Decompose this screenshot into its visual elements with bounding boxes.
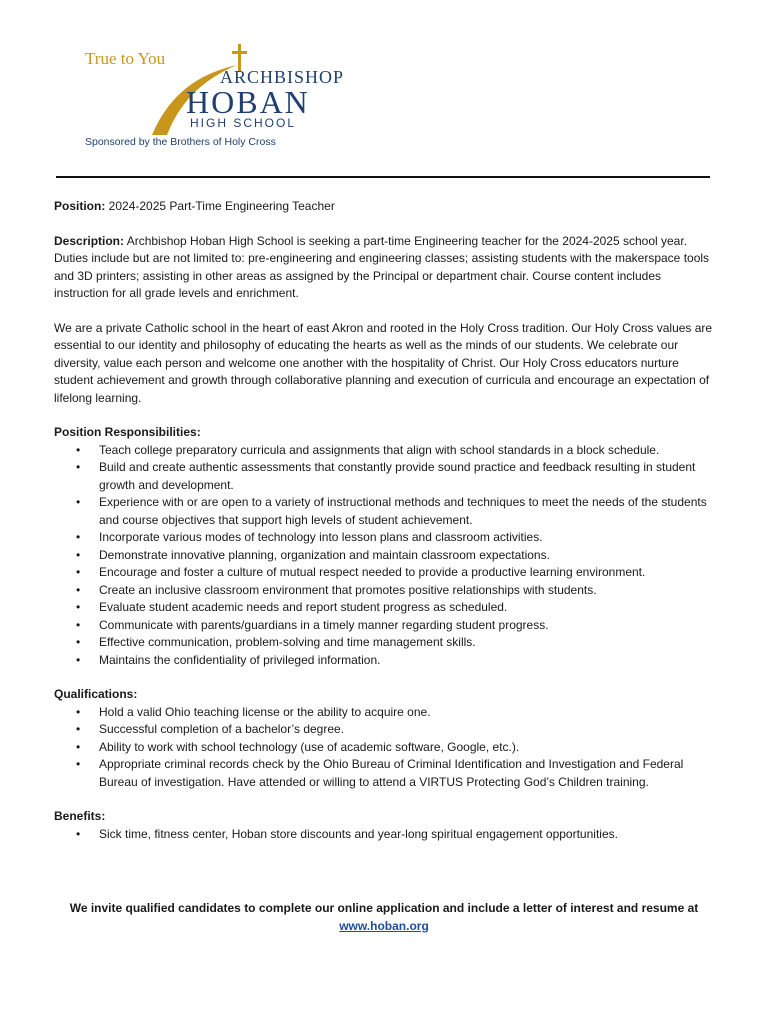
benefits-section	[54, 808, 718, 843]
responsibilities-title: Position Responsibilities:	[54, 425, 201, 439]
description-label: Description:	[54, 233, 125, 248]
list-item: • Sick time, fitness center, Hoban store discounts and year-long spiritual engagement opportunities.	[54, 826, 718, 844]
logo-hoban: HOBAN	[186, 84, 310, 120]
list-item: • Evaluate student academic needs and report student progress as scheduled.	[54, 599, 718, 617]
list-item: • Successful completion of a bachelor’s degree.	[54, 721, 718, 739]
qualifications-section	[54, 686, 718, 791]
position-value: 2024-2025 Part-Time Engineering Teacher	[108, 199, 335, 213]
position-label: Position:	[54, 199, 106, 213]
document-body	[54, 198, 718, 843]
list-item: • Hold a valid Ohio teaching license or the ability to acquire one.	[54, 704, 718, 722]
about-paragraph: We are a private Catholic school in the heart of east Akron and rooted in the Holy Cross tradition. Our Holy Cross values are essential to our identity and philosophy of educating the hearts as well as the minds of our students. We celebrate our diversity, value each person and welcome one another with the hospitality of Christ. Our Holy Cross educators nurture student achievement and growth through collaborative planning and execution of curricula and encourage an expectation of lifelong learning.	[54, 320, 713, 405]
list-item: • Maintains the confidentiality of privileged information.	[54, 652, 718, 670]
benefits-title: Benefits:	[54, 809, 106, 823]
logo-sponsor-line: Sponsored by the Brothers of Holy Cross	[85, 136, 276, 148]
list-item: • Experience with or are open to a variety of instructional methods and techniques to meet the needs of the students and course objectives that support high levels of student achievement.	[54, 494, 718, 529]
list-item: • Build and create authentic assessments that constantly provide sound practice and feedback resulting in student growth and development.	[54, 459, 718, 494]
school-logo	[82, 40, 372, 155]
hoban-website-link[interactable]: www.hoban.org	[339, 918, 429, 933]
logo-tagline: True to You	[85, 49, 166, 68]
list-item: • Communicate with parents/guardians in a timely manner regarding student progress.	[54, 617, 718, 635]
list-item: • Ability to work with school technology (use of academic software, Google, etc.).	[54, 739, 718, 757]
qualifications-list	[54, 704, 718, 792]
responsibilities-list	[54, 442, 718, 670]
invite-text: We invite qualified candidates to complete our online application and include a letter of interest and resume at	[69, 901, 699, 915]
position-line	[54, 198, 718, 216]
invite-footer	[40, 900, 728, 935]
responsibilities-section	[54, 424, 718, 669]
list-item: • Create an inclusive classroom environment that promotes positive relationships with students.	[54, 582, 718, 600]
list-item: • Encourage and foster a culture of mutual respect needed to provide a productive learning environment.	[54, 564, 718, 582]
benefits-list	[54, 826, 718, 844]
list-item: • Appropriate criminal records check by the Ohio Bureau of Criminal Identification and Investigation and Federal Bureau of investigation. Have attended or willing to attend a VIRTUS Protecting God’s Children training.	[54, 756, 718, 791]
qualifications-title: Qualifications:	[54, 687, 138, 701]
list-item: • Teach college preparatory curricula and assignments that align with school standards in a block schedule.	[54, 442, 718, 460]
list-item: • Effective communication, problem-solving and time management skills.	[54, 634, 718, 652]
list-item: • Incorporate various modes of technology into lesson plans and classroom activities.	[54, 529, 718, 547]
description-text: Archbishop Hoban High School is seeking a part-time Engineering teacher for the 2024-2025 school year. Duties include but are not limited to: pre-engineering and engineering classes; assisting students with the makerspace tools and 3D printers; assisting in other areas as assigned by the Principal or department chair. Course content includes instruction for all grade levels and enrichment.	[54, 233, 710, 300]
logo-high-school: HIGH SCHOOL	[190, 116, 297, 130]
header-divider	[56, 176, 710, 178]
description-paragraph	[54, 233, 718, 303]
list-item: • Demonstrate innovative planning, organization and maintain classroom expectations.	[54, 547, 718, 565]
logo-archbishop: ARCHBISHOP	[220, 67, 345, 87]
